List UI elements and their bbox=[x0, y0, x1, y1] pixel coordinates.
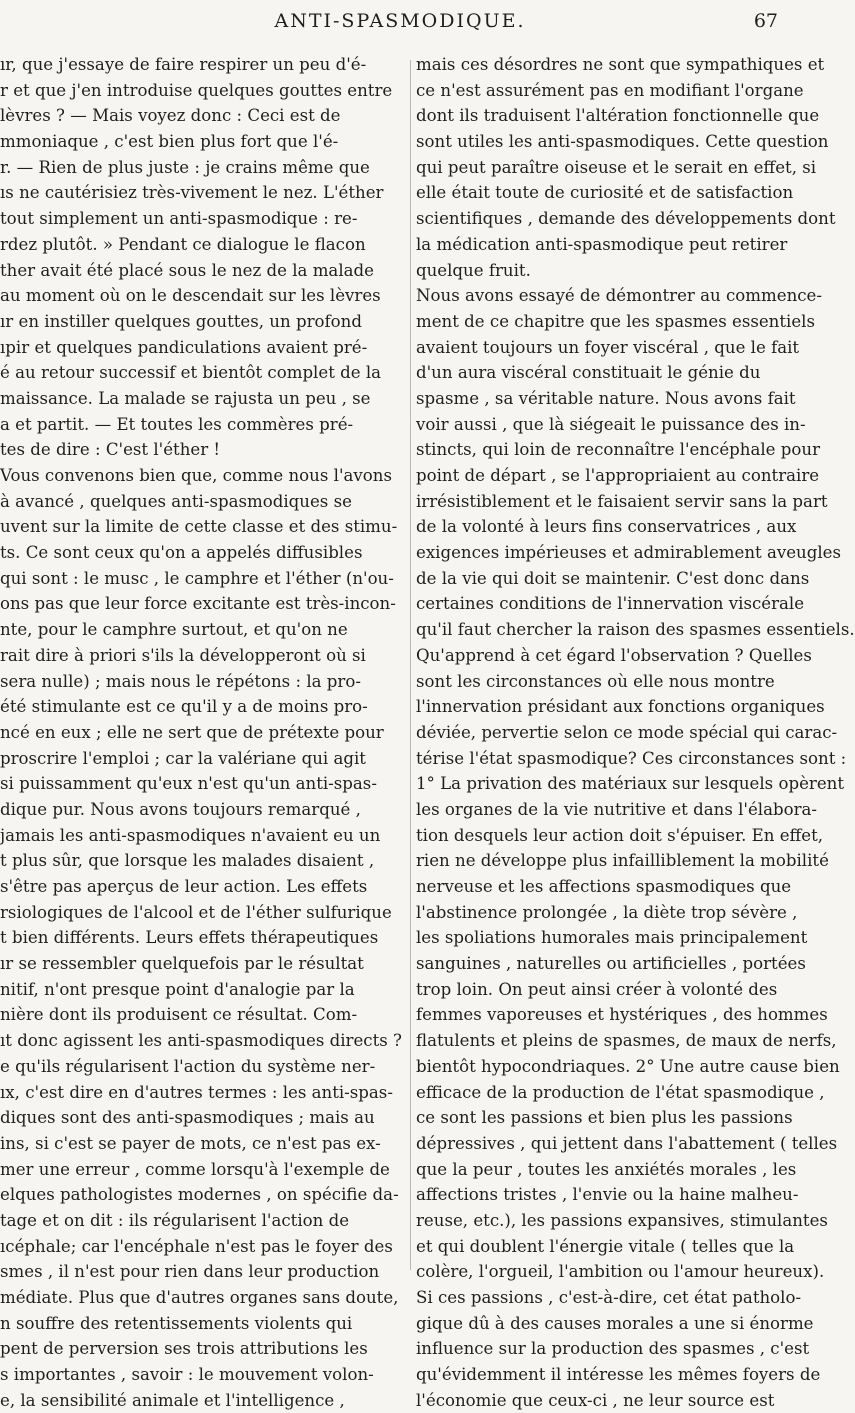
text-line: t bien différents. Leurs effets thérapeutiques bbox=[0, 928, 379, 948]
text-line: ts. Ce sont ceux qu'on a appelés diffusibles bbox=[0, 543, 363, 563]
text-line: proscrire l'emploi ; car la valériane qui agit bbox=[0, 748, 366, 768]
text-line: Qu'apprend à cet égard l'observation ? Quelles bbox=[416, 645, 812, 665]
text-line: ıpir et quelques pandiculations avaient pré- bbox=[0, 337, 368, 357]
text-line: r. — Rien de plus juste : je crains même que bbox=[0, 157, 370, 177]
text-line: médiate. Plus que d'autres organes sans doute, bbox=[0, 1288, 399, 1307]
text-line: la médication anti-spasmodique peut retirer bbox=[416, 234, 788, 254]
text-line: irrésistiblement et le faisaient servir sans la part bbox=[416, 491, 828, 511]
text-line: a et partit. — Et toutes les commères pré- bbox=[0, 414, 354, 434]
text-line: qu'évidemment il intéresse les mêmes foyers de bbox=[416, 1365, 821, 1385]
text-line: pent de perversion ses trois attributions les bbox=[0, 1339, 368, 1359]
text-line: point de départ , se l'appropriaient au contraire bbox=[416, 466, 820, 485]
text-line: qui peut paraître oiseuse et le serait en effet, si bbox=[416, 157, 817, 177]
text-line: de la volonté à leurs fins conservatrices , aux bbox=[416, 517, 797, 537]
text-line: spasme , sa véritable nature. Nous avons fait bbox=[416, 388, 796, 408]
text-line: jamais les anti-spasmodiques n'avaient eu un bbox=[0, 825, 381, 845]
text-line: maissance. La malade se rajusta un peu , se bbox=[0, 388, 371, 408]
text-line: rait dire à priori s'ils la développeront où si bbox=[0, 645, 366, 665]
text-line: ır en instiller quelques gouttes, un profond bbox=[0, 311, 362, 331]
text-line: elle était toute de curiosité et de satisfaction bbox=[416, 183, 794, 203]
text-line: exigences impérieuses et admirablement aveugles bbox=[416, 543, 841, 563]
text-line: s importantes , savoir : le mouvement volon- bbox=[0, 1365, 374, 1385]
text-line: ıt donc agissent les anti-spasmodiques directs ? bbox=[0, 1031, 402, 1051]
text-line: nitif, n'ont presque point d'analogie par la bbox=[0, 979, 355, 999]
text-line: l'innervation présidant aux fonctions organiques bbox=[416, 697, 825, 717]
text-line: femmes vaporeuses et hystériques , des hommes bbox=[416, 1005, 828, 1025]
text-line: Si ces passions , c'est-à-dire, cet état patholo- bbox=[416, 1288, 802, 1307]
text-line: de la vie qui doit se maintenir. C'est donc dans bbox=[416, 568, 810, 588]
text-line: au moment où on le descendait sur les lèvres bbox=[0, 286, 381, 306]
column-divider bbox=[410, 60, 411, 1270]
right-column bbox=[416, 52, 855, 1413]
text-line: que la peur , toutes les anxiétés morales , les bbox=[416, 1159, 797, 1179]
text-line: ons pas que leur force excitante est très-incon- bbox=[0, 594, 396, 614]
text-line: nerveuse et les affections spasmodiques que bbox=[416, 877, 792, 896]
text-line: tage et on dit : ils régularisent l'action de bbox=[0, 1210, 350, 1230]
text-line: ce n'est assurément pas en modifiant l'organe bbox=[416, 80, 804, 100]
running-title: ANTI-SPASMODIQUE. bbox=[274, 10, 526, 32]
text-line: mmoniaque , c'est bien plus fort que l'é- bbox=[0, 132, 339, 152]
text-line: déviée, pervertie selon ce mode spécial qui carac- bbox=[416, 722, 838, 742]
text-line: ins, si c'est se payer de mots, ce n'est pas ex- bbox=[0, 1133, 381, 1153]
text-line: flatulents et pleins de spasmes, de maux de nerfs, bbox=[416, 1031, 837, 1051]
running-head bbox=[0, 10, 800, 50]
text-line: qu'il faut chercher la raison des spasmes essentiels. bbox=[416, 620, 855, 640]
text-line: 1° La privation des matériaux sur lesquels opèrent bbox=[416, 774, 844, 794]
text-line: diques sont des anti-spasmodiques ; mais au bbox=[0, 1108, 375, 1128]
text-line: Vous convenons bien que, comme nous l'avons bbox=[0, 466, 392, 485]
text-line: qui sont : le musc , le camphre et l'éther (n'ou- bbox=[0, 568, 394, 588]
text-line: et qui doublent l'énergie vitale ( telles que la bbox=[416, 1236, 795, 1256]
page-number: 67 bbox=[753, 10, 778, 32]
text-line: dépressives , qui jettent dans l'abattement ( telles bbox=[416, 1133, 838, 1153]
text-line: dont ils traduisent l'altération fonctionnelle que bbox=[416, 106, 820, 126]
text-line: ncé en eux ; elle ne sert que de prétexte pour bbox=[0, 722, 384, 742]
text-line: affections tristes , l'envie ou la haine malheu- bbox=[416, 1185, 799, 1205]
text-line: tout simplement un anti-spasmodique : re- bbox=[0, 209, 358, 229]
text-line: sont utiles les anti-spasmodiques. Cette question bbox=[416, 132, 829, 152]
text-line: reuse, etc.), les passions expansives, stimulantes bbox=[416, 1210, 828, 1230]
text-line: été stimulante est ce qu'il y a de moins pro- bbox=[0, 697, 368, 717]
text-line: uvent sur la limite de cette classe et des stimu- bbox=[0, 517, 398, 537]
text-line: lèvres ? — Mais voyez donc : Ceci est de bbox=[0, 106, 341, 126]
text-line: elques pathologistes modernes , on spécifie da- bbox=[0, 1185, 399, 1205]
text-line: tion desquels leur action doit s'épuiser. En effet, bbox=[416, 825, 824, 845]
text-line: r et que j'en introduise quelques gouttes entre bbox=[0, 80, 393, 100]
text-line: d'un aura viscéral constituait le génie du bbox=[416, 363, 761, 383]
text-line: voir aussi , que là siégeait le puissance des in- bbox=[416, 414, 806, 434]
text-line: é au retour successif et bientôt complet de la bbox=[0, 363, 382, 383]
text-line: trop loin. On peut ainsi créer à volonté des bbox=[416, 979, 778, 999]
text-line: à avancé , quelques anti-spasmodiques se bbox=[0, 491, 352, 511]
text-line: Nous avons essayé de démontrer au commence- bbox=[416, 286, 822, 306]
text-line: nière dont ils produisent ce résultat. Com- bbox=[0, 1005, 358, 1025]
text-line: ıs ne cautérisiez très-vivement le nez. L'éther bbox=[0, 183, 384, 203]
text-line: ıcéphale; car l'encéphale n'est pas le foyer des bbox=[0, 1236, 393, 1256]
text-line: mer une erreur , comme lorsqu'à l'exemple de bbox=[0, 1159, 390, 1179]
text-line: sont les circonstances où elle nous montre bbox=[416, 671, 775, 691]
text-line: smes , il n'est pour rien dans leur production bbox=[0, 1262, 380, 1282]
text-line: rdez plutôt. » Pendant ce dialogue le flacon bbox=[0, 234, 366, 254]
text-line: bientôt hypocondriaques. 2° Une autre cause bien bbox=[416, 1056, 840, 1076]
text-line: sanguines , naturelles ou artificielles , portées bbox=[416, 954, 806, 974]
text-line: ce sont les passions et bien plus les passions bbox=[416, 1108, 793, 1128]
text-line: les organes de la vie nutritive et dans l'élabora- bbox=[416, 799, 818, 819]
text-line: scientifiques , demande des développements dont bbox=[416, 209, 836, 229]
text-line: quelque fruit. bbox=[416, 260, 531, 280]
text-line: térise l'état spasmodique? Ces circonstances sont : bbox=[416, 748, 847, 768]
text-line: e, la sensibilité animale et l'intelligence , bbox=[0, 1390, 345, 1410]
text-line: n souffre des retentissements violents qui bbox=[0, 1313, 353, 1333]
text-line: l'économie que ceux-ci , ne leur source est bbox=[416, 1390, 775, 1410]
text-line: certaines conditions de l'innervation viscérale bbox=[416, 594, 805, 614]
text-line: ır, que j'essaye de faire respirer un peu d'é- bbox=[0, 55, 367, 74]
text-line: t plus sûr, que lorsque les malades disaient , bbox=[0, 851, 375, 871]
text-line: stincts, qui loin de reconnaître l'encéphale pour bbox=[416, 440, 821, 460]
text-line: les spoliations humorales mais principalement bbox=[416, 928, 808, 948]
text-line: e qu'ils régularisent l'action du système ner- bbox=[0, 1056, 376, 1076]
text-line: l'abstinence prolongée , la diète trop sévère , bbox=[416, 902, 798, 922]
text-line: nte, pour le camphre surtout, et qu'on ne bbox=[0, 620, 348, 640]
text-line: gique dû à des causes morales a une si énorme bbox=[416, 1313, 814, 1333]
text-line: colère, l'orgueil, l'ambition ou l'amour heureux). bbox=[416, 1262, 825, 1282]
text-line: tes de dire : C'est l'éther ! bbox=[0, 440, 221, 460]
text-line: rien ne développe plus infailliblement la mobilité bbox=[416, 851, 829, 871]
text-line: influence sur la production des spasmes , c'est bbox=[416, 1339, 810, 1359]
text-line: efficace de la production de l'état spasmodique , bbox=[416, 1082, 825, 1102]
left-column bbox=[0, 52, 405, 1413]
text-line: ment de ce chapitre que les spasmes essentiels bbox=[416, 311, 815, 331]
text-line: mais ces désordres ne sont que sympathiques et bbox=[416, 55, 825, 74]
text-line: si puissamment qu'eux n'est qu'un anti-spas- bbox=[0, 774, 377, 794]
text-line: avaient toujours un foyer viscéral , que le fait bbox=[416, 337, 800, 357]
text-line: s'être pas aperçus de leur action. Les effets bbox=[0, 877, 368, 896]
text-line: ther avait été placé sous le nez de la malade bbox=[0, 260, 374, 280]
text-line: ıx, c'est dire en d'autres termes : les anti-spas- bbox=[0, 1082, 393, 1102]
text-line: dique pur. Nous avons toujours remarqué , bbox=[0, 799, 361, 819]
text-line: ır se ressembler quelquefois par le résultat bbox=[0, 954, 364, 974]
text-line: rsiologiques de l'alcool et de l'éther sulfurique bbox=[0, 902, 392, 922]
text-line: sera nulle) ; mais nous le répétons : la pro- bbox=[0, 671, 361, 691]
